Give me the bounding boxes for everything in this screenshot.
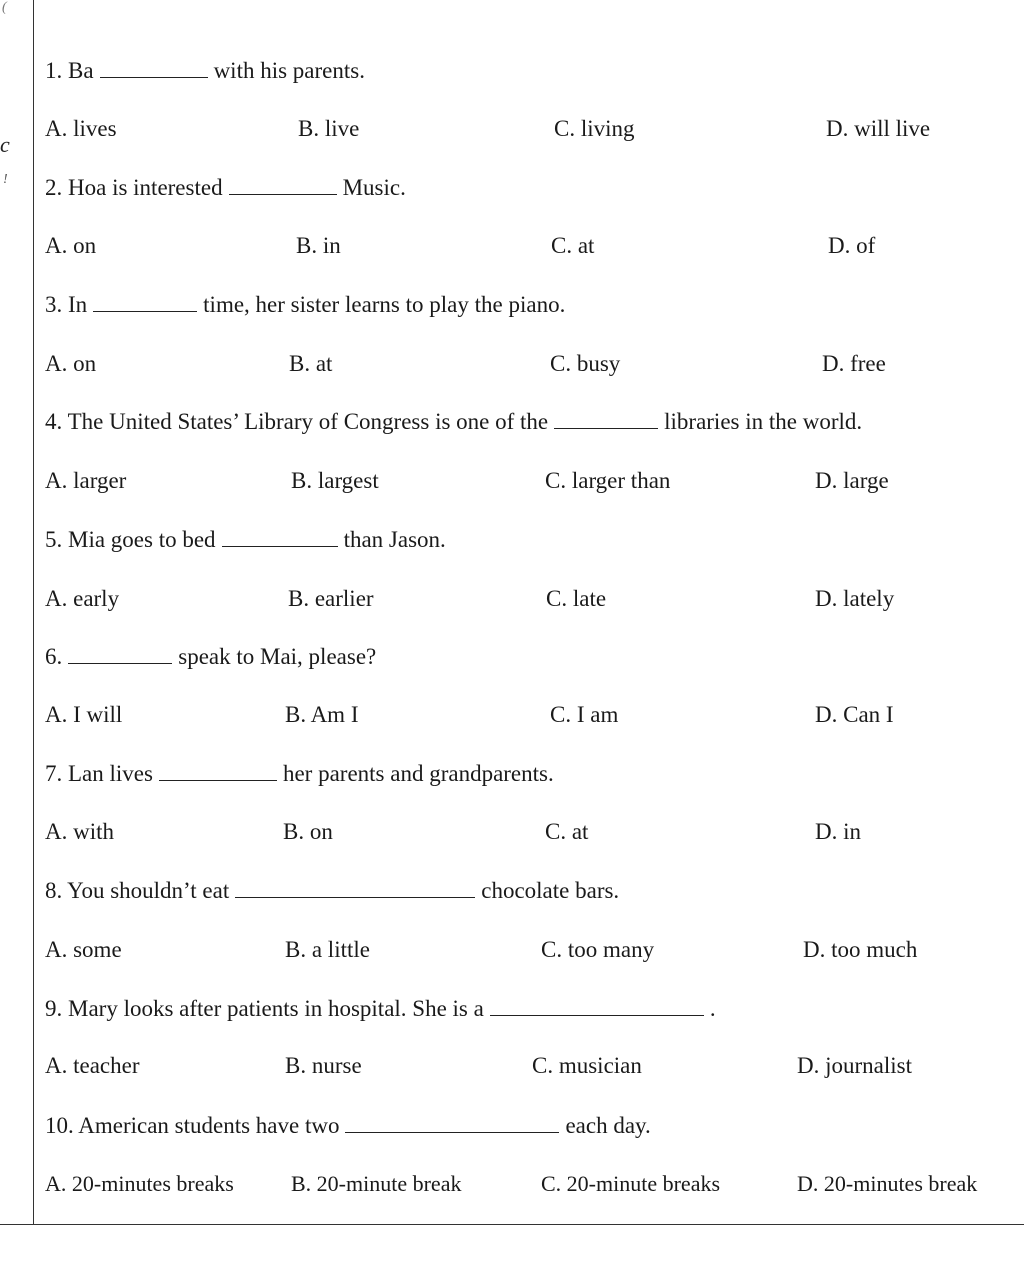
q5-option-c: C. late — [546, 586, 607, 611]
q7-option-a: A. with — [45, 819, 114, 844]
margin-tick-mid: ! — [3, 172, 8, 187]
q4-option-c: C. larger than — [545, 468, 671, 493]
question-6-stem-after: speak to Mai, please? — [178, 644, 377, 669]
answer-blank-2 — [229, 174, 337, 195]
q6-option-b: B. Am I — [285, 702, 359, 727]
question-1-stem-before: 1. Ba — [45, 58, 94, 83]
question-2 — [45, 173, 406, 203]
q3-option-b: B. at — [289, 351, 333, 376]
q1-option-d: D. will live — [826, 116, 931, 141]
q9-option-d: D. journalist — [797, 1053, 912, 1078]
question-10-stem-after: each day. — [565, 1113, 651, 1138]
question-2-stem-after: Music. — [342, 175, 406, 200]
q10-option-d: D. 20-minutes break — [797, 1171, 978, 1196]
q6-option-a: A. I will — [45, 702, 123, 727]
q8-option-d: D. too much — [803, 937, 918, 962]
answer-blank-4 — [554, 408, 658, 429]
question-5 — [45, 525, 446, 555]
question-5-stem-before: 5. Mia goes to bed — [45, 527, 216, 552]
question-8 — [45, 876, 619, 906]
question-9-stem-after: . — [709, 996, 716, 1021]
answer-blank-10 — [345, 1112, 559, 1133]
q2-option-b: B. in — [296, 233, 341, 258]
answer-blank-9 — [490, 995, 704, 1016]
q10-option-b: B. 20-minute break — [291, 1171, 462, 1196]
answer-blank-8 — [235, 877, 475, 898]
question-8-stem-after: chocolate bars. — [481, 878, 620, 903]
question-7-stem-after: her parents and grandparents. — [282, 761, 554, 786]
q5-option-b: B. earlier — [288, 586, 374, 611]
bottom-rule — [0, 1224, 1024, 1225]
question-6-stem-before: 6. — [45, 644, 63, 669]
question-10 — [45, 1111, 651, 1141]
answer-blank-6 — [68, 643, 172, 664]
q4-option-b: B. largest — [291, 468, 379, 493]
question-8-stem-before: 8. You shouldn’t eat — [45, 878, 230, 903]
q2-option-a: A. on — [45, 233, 97, 258]
q5-option-d: D. lately — [815, 586, 895, 611]
answer-blank-5 — [222, 526, 338, 547]
question-4-stem-before: 4. The United States’ Library of Congress is one of the — [45, 409, 549, 434]
q7-option-d: D. in — [815, 819, 861, 844]
q10-option-c: C. 20-minute breaks — [541, 1171, 721, 1196]
q9-option-a: A. teacher — [45, 1053, 140, 1078]
q4-option-d: D. large — [815, 468, 889, 493]
question-10-stem-before: 10. American students have two — [45, 1113, 340, 1138]
q6-option-c: C. I am — [550, 702, 619, 727]
question-4 — [45, 407, 862, 437]
q8-option-c: C. too many — [541, 937, 655, 962]
question-1-stem-after: with his parents. — [213, 58, 365, 83]
margin-tick-top: ( — [2, 0, 7, 15]
q2-option-c: C. at — [551, 233, 595, 258]
answer-blank-3 — [93, 291, 197, 312]
q8-option-b: B. a little — [285, 937, 370, 962]
q10-option-a: A. 20-minutes breaks — [45, 1171, 234, 1196]
margin-letter-c: c — [0, 132, 10, 157]
q6-option-d: D. Can I — [815, 702, 894, 727]
question-9-stem-before: 9. Mary looks after patients in hospital. She is a — [45, 996, 484, 1021]
q9-option-c: C. musician — [532, 1053, 642, 1078]
question-7-stem-before: 7. Lan lives — [45, 761, 153, 786]
question-3 — [45, 290, 565, 320]
answer-blank-7 — [159, 760, 277, 781]
q4-option-a: A. larger — [45, 468, 127, 493]
question-5-stem-after: than Jason. — [343, 527, 446, 552]
q3-option-c: C. busy — [550, 351, 621, 376]
q1-option-c: C. living — [554, 116, 635, 141]
q9-option-b: B. nurse — [285, 1053, 362, 1078]
question-9 — [45, 994, 716, 1024]
q5-option-a: A. early — [45, 586, 120, 611]
question-4-stem-after: libraries in the world. — [664, 409, 863, 434]
question-1 — [45, 56, 365, 86]
left-margin-rule — [33, 0, 34, 1224]
q3-option-a: A. on — [45, 351, 97, 376]
question-6 — [45, 642, 376, 672]
answer-blank-1 — [100, 57, 208, 78]
question-3-stem-after: time, her sister learns to play the piano. — [203, 292, 566, 317]
question-3-stem-before: 3. In — [45, 292, 88, 317]
question-2-stem-before: 2. Hoa is interested — [45, 175, 223, 200]
q7-option-b: B. on — [283, 819, 333, 844]
q2-option-d: D. of — [828, 233, 876, 258]
question-7 — [45, 759, 554, 789]
q1-option-a: A. lives — [45, 116, 117, 141]
q1-option-b: B. live — [298, 116, 360, 141]
q3-option-d: D. free — [822, 351, 886, 376]
q7-option-c: C. at — [545, 819, 589, 844]
q8-option-a: A. some — [45, 937, 122, 962]
